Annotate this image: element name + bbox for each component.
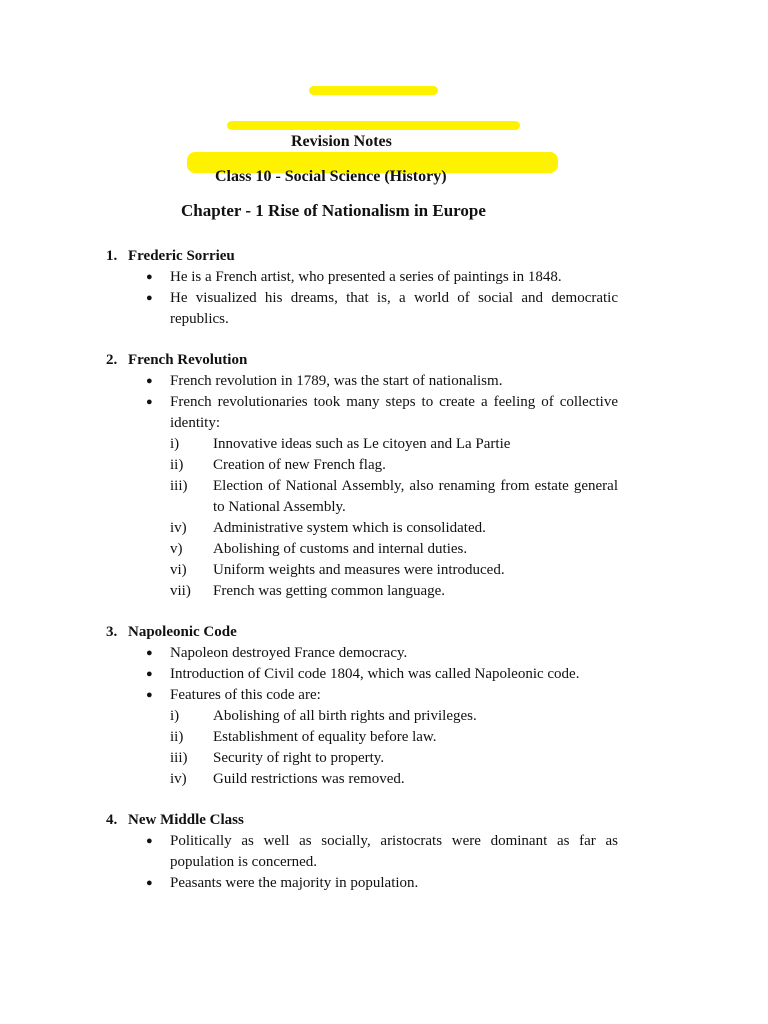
section-number: 1. <box>106 248 118 264</box>
sub-list <box>106 434 618 602</box>
bullet-icon: ● <box>146 396 153 408</box>
sub-item <box>106 560 618 581</box>
sub-item <box>106 539 618 560</box>
sub-item <box>106 581 618 602</box>
sub-item-text: Uniform weights and measures were introduced. <box>213 562 505 578</box>
section-heading-text: Frederic Sorrieu <box>128 248 235 264</box>
section-heading-text: French Revolution <box>128 352 248 368</box>
bullet-icon: ● <box>146 375 153 387</box>
list-item <box>106 831 618 873</box>
list-item-text: Napoleon destroyed France democracy. <box>170 645 408 661</box>
section-heading <box>106 810 618 831</box>
section-1 <box>106 246 618 330</box>
bullet-icon: ● <box>146 835 153 847</box>
bullet-list <box>106 831 618 894</box>
sub-item-text: Abolishing of customs and internal duties. <box>213 541 468 557</box>
sub-item-number: iv) <box>170 520 187 536</box>
sub-item-number: vi) <box>170 562 187 578</box>
sub-item-text: Administrative system which is consolidated. <box>213 520 486 536</box>
sub-item-number: iii) <box>170 478 188 494</box>
sub-item-text: Innovative ideas such as Le citoyen and La Partie <box>213 436 511 452</box>
list-item <box>106 664 618 685</box>
sub-item-text: Election of National Assembly, also renaming from estate general to National Assembly. <box>213 478 618 515</box>
list-item <box>106 392 618 434</box>
section-2 <box>106 350 618 602</box>
sub-list <box>106 706 618 790</box>
list-item <box>106 873 618 894</box>
page-title: Revision Notes <box>291 133 392 150</box>
bullet-icon: ● <box>146 877 153 889</box>
list-item <box>106 371 618 392</box>
section-number: 4. <box>106 812 118 828</box>
list-item-text: He is a French artist, who presented a series of paintings in 1848. <box>170 269 562 285</box>
document-body <box>106 246 618 914</box>
sub-item-text: Abolishing of all birth rights and privileges. <box>213 708 477 724</box>
sub-item <box>106 748 618 769</box>
bullet-icon: ● <box>146 647 153 659</box>
list-item <box>106 288 618 330</box>
sub-item-text: French was getting common language. <box>213 583 446 599</box>
chapter-title: Chapter - 1 Rise of Nationalism in Europe <box>181 201 486 220</box>
highlight-mark-middle <box>227 121 520 130</box>
list-item-text: Features of this code are: <box>170 687 321 703</box>
sub-item <box>106 476 618 518</box>
section-heading <box>106 622 618 643</box>
sub-item-number: v) <box>170 541 183 557</box>
sub-item-number: i) <box>170 708 180 724</box>
section-number: 2. <box>106 352 118 368</box>
sub-item-number: vii) <box>170 583 191 599</box>
sub-item <box>106 769 618 790</box>
section-heading-text: Napoleonic Code <box>128 624 237 640</box>
list-item-text: He visualized his dreams, that is, a world of social and democratic republics. <box>170 290 618 327</box>
list-item-text: French revolution in 1789, was the start of nationalism. <box>170 373 503 389</box>
sub-item-number: iv) <box>170 771 187 787</box>
sub-item-number: ii) <box>170 729 184 745</box>
highlight-mark-top <box>309 86 438 95</box>
sub-item-number: ii) <box>170 457 184 473</box>
sub-item <box>106 706 618 727</box>
bullet-list <box>106 643 618 706</box>
bullet-icon: ● <box>146 292 153 304</box>
sub-item-text: Establishment of equality before law. <box>213 729 437 745</box>
sub-item <box>106 518 618 539</box>
list-item-text: Introduction of Civil code 1804, which was called Napoleonic code. <box>170 666 580 682</box>
sub-item <box>106 434 618 455</box>
section-number: 3. <box>106 624 118 640</box>
list-item-text: Politically as well as socially, aristocrats were dominant as far as population is concerned. <box>170 833 618 870</box>
section-3 <box>106 622 618 790</box>
sub-item <box>106 727 618 748</box>
sub-item-text: Security of right to property. <box>213 750 385 766</box>
list-item <box>106 643 618 664</box>
list-item-text: French revolutionaries took many steps to create a feeling of collective identity: <box>170 394 618 431</box>
section-4 <box>106 810 618 894</box>
list-item <box>106 685 618 706</box>
sub-item-text: Guild restrictions was removed. <box>213 771 405 787</box>
section-heading-text: New Middle Class <box>128 812 244 828</box>
sub-item-number: iii) <box>170 750 188 766</box>
sub-item-text: Creation of new French flag. <box>213 457 386 473</box>
bullet-list <box>106 267 618 330</box>
bullet-list <box>106 371 618 434</box>
section-heading <box>106 246 618 267</box>
bullet-icon: ● <box>146 271 153 283</box>
sub-item <box>106 455 618 476</box>
list-item <box>106 267 618 288</box>
bullet-icon: ● <box>146 689 153 701</box>
class-subtitle: Class 10 - Social Science (History) <box>215 168 447 185</box>
bullet-icon: ● <box>146 668 153 680</box>
section-heading <box>106 350 618 371</box>
sub-item-number: i) <box>170 436 180 452</box>
list-item-text: Peasants were the majority in population. <box>170 875 419 891</box>
